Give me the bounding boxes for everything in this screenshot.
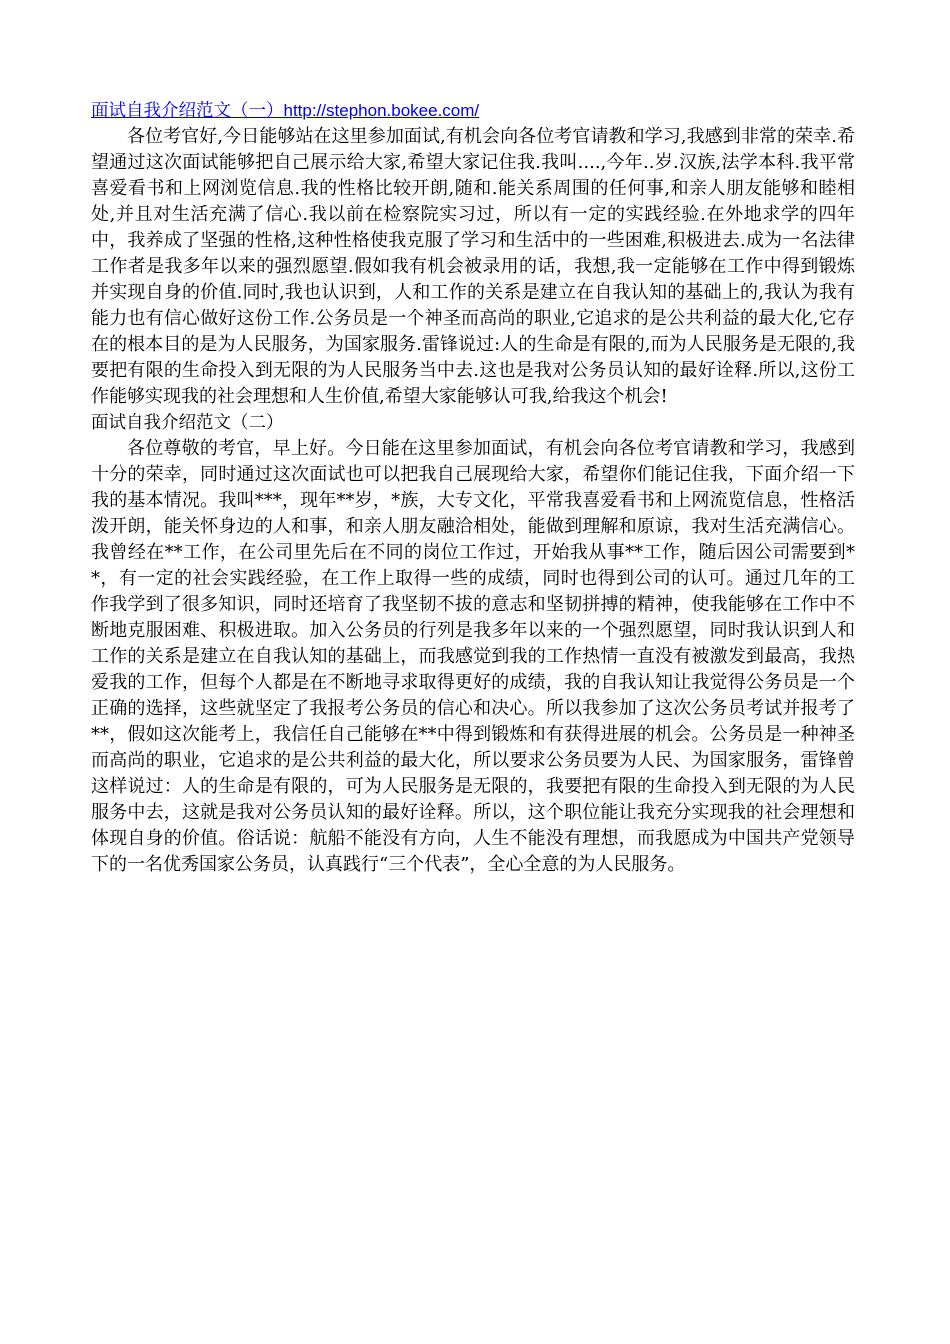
- section1-heading: [91, 98, 855, 124]
- section2-body: 各位尊敬的考官，早上好。今日能在这里参加面试，有机会向各位考官请教和学习，我感到十分的荣幸，同时通过这次面试也可以把我自己展现给大家，希望你们能记住我，下面介绍一下我的基本情况。我叫***，现年**岁，*族，大专文化，平常我喜爱看书和上网流览信息，性格活泼开朗，能关怀身边的人和事，和亲人朋友融洽相处，能做到理解和原谅，我对生活充满信心。我曾经在**工作，在公司里先后在不同的岗位工作过，开始我从事**工作，随后因公司需要到**，有一定的社会实践经验，在工作上取得一些的成绩，同时也得到公司的认可。通过几年的工作我学到了很多知识，同时还培育了我坚韧不拔的意志和坚韧拼搏的精神，使我能够在工作中不断地克服困难、积极进取。加入公务员的行列是我多年以来的一个强烈愿望，同时我认识到人和工作的关系是建立在自我认知的基础上，而我感觉到我的工作热情一直没有被激发到最高，我热爱我的工作，但每个人都是在不断地寻求取得更好的成绩，我的自我认知让我觉得公务员是一个正确的选择，这些就坚定了我报考公务员的信心和决心。所以我参加了这次公务员考试并报考了**，假如这次能考上，我信任自己能够在**中得到锻炼和有获得进展的机会。公务员是一种神圣而高尚的职业，它追求的是公共利益的最大化，所以要求公务员要为人民、为国家服务，雷锋曾这样说过：人的生命是有限的，可为人民服务是无限的，我要把有限的生命投入到无限的为人民服务中去，这就是我对公务员认知的最好诠释。所以，这个职位能让我充分实现我的社会理想和体现自身的价值。俗话说：航船不能没有方向，人生不能没有理想，而我愿成为中国共产党领导下的一名优秀国家公务员，认真践行“三个代表”，全心全意的为人民服务。: [91, 438, 855, 875]
- section1-title: 面试自我介绍范文（一）: [91, 101, 284, 121]
- source-link[interactable]: http://stephon.bokee.com/: [283, 101, 480, 120]
- section2-title: 面试自我介绍范文（二）: [91, 413, 284, 433]
- section2-heading: [91, 410, 855, 436]
- document-page: [91, 98, 855, 878]
- section1-body: 各位考官好,今日能够站在这里参加面试,有机会向各位考官请教和学习,我感到非常的荣幸.希望通过这次面试能够把自己展示给大家,希望大家记住我.我叫....,今年..岁.汉族,法学本科.我平常喜爱看书和上网浏览信息.我的性格比较开朗,随和.能关系周围的任何事,和亲人朋友能够和睦相处,并且对生活充满了信心.我以前在检察院实习过，所以有一定的实践经验.在外地求学的四年中，我养成了坚强的性格,这种性格使我克服了学习和生活中的一些困难,积极进去.成为一名法律工作者是我多年以来的强烈愿望.假如我有机会被录用的话，我想,我一定能够在工作中得到锻炼并实现自身的价值.同时,我也认识到，人和工作的关系是建立在自我认知的基础上的,我认为我有能力也有信心做好这份工作.公务员是一个神圣而高尚的职业,它追求的是公共利益的最大化,它存在的根本目的是为人民服务，为国家服务.雷锋说过:人的生命是有限的,而为人民服务是无限的,我要把有限的生命投入到无限的为人民服务当中去.这也是我对公务员认知的最好诠释.所以,这份工作能够实现我的社会理想和人生价值,希望大家能够认可我,给我这个机会!: [91, 126, 855, 407]
